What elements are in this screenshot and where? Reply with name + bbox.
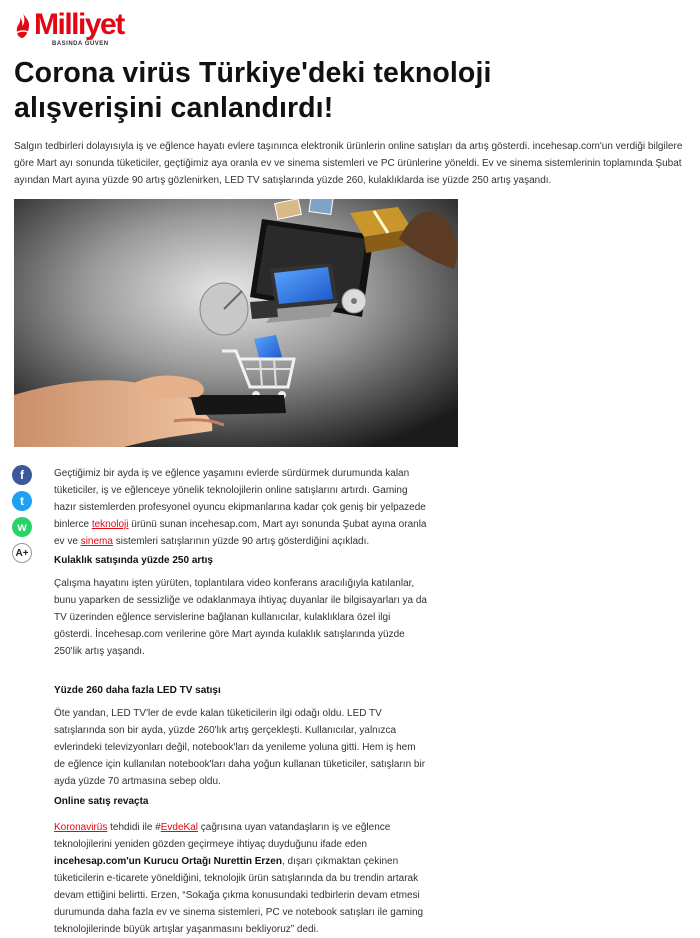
link-evdekal[interactable]: EvdeKal: [160, 822, 198, 833]
quoted-person: incehesap.com'un Kurucu Ortağı Nurettin Erzen: [54, 856, 282, 867]
section-heading: Online satış revaçta: [54, 796, 149, 807]
twitter-share-icon[interactable]: t: [12, 491, 32, 511]
whatsapp-share-icon[interactable]: w: [12, 517, 32, 537]
section-heading: Kulaklık satışında yüzde 250 artış: [54, 555, 213, 566]
text: , dışarı çıkmaktan çekinen tüketicilerin e-ticarete yöneldiğini, teknolojik ürün satışlarında da bu trendin artarak devam ettiğini belirtti. Erzen, “Sokağa çıkma konusundaki tedbirlerin devam etmesi durumunda daha fazla ev ve sinema sistemleri, PC ve notebook satışları ile gaming teknolojilerinde büyük artışlar yaşanmasını bekliyoruz” dedi.: [54, 856, 424, 935]
article-body: [54, 465, 428, 938]
flame-icon: [14, 12, 32, 40]
section-heading: Yüzde 260 daha fazla LED TV satışı: [54, 685, 221, 696]
text: çağrısına uyan vatandaşların iş ve eğlence teknolojilerini yeniden gözden geçirmeye ihtiyaç duyduğunu ifade eden: [54, 822, 391, 850]
text: Geçtiğimiz bir ayda iş ve eğlence yaşamını evlerde sürdürmek durumunda kalan tüketiciler, iş ve eğlenceye yönelik teknolojilerin online satışlarını artırdı. Gaming hazır sistemlerden profesyonel oyuncu ekipmanlarına kadar çok geniş bir yelpazede binlerce: [54, 468, 426, 530]
facebook-share-icon[interactable]: f: [12, 465, 32, 485]
paragraph: Çalışma hayatını işten yürüten, toplantılara video konferans aracılığıyla katılanlar, bunu yaparken de sessizliğe ve odaklanmaya ihtiyaç duyanlar ile bilgisayarları ya da TV üzerinden eğlence servislerine bağlanan kullanıcılar, kulaklıklara özel ilgi gösterdi. İncehesap.com verilerine göre Mart ayında kulaklık satışlarında yüzde 250'lik artış yaşandı.: [54, 578, 427, 657]
paragraph: [54, 819, 428, 938]
milliyet-logo[interactable]: [14, 9, 164, 49]
link-koronavirus[interactable]: Koronavirüs: [54, 822, 108, 833]
logo-wordmark: Milliyet: [34, 8, 124, 41]
text: sistemleri satışlarının yüzde 90 artış gösterdiğini açıkladı.: [112, 536, 370, 547]
article-title: Corona virüs Türkiye'deki teknoloji alışverişini canlandırdı!: [14, 57, 492, 124]
paragraph: [54, 465, 428, 550]
logo-tagline: BASINDA GÜVEN: [52, 41, 109, 47]
article-summary: Salgın tedbirleri dolayısıyla iş ve eğlence hayatı evlere taşınınca elektronik ürünlerin online satışları da artış gösterdi. incehesap.com'un verdiği bilgilere göre Mart ayı sonunda tüketiciler, geçtiğimiz aya oranla ev ve sinema sistemleri ve PC ürünlerine yöneldi. Ev ve sinema sistemlerinin toplamında Şubat ayından Mart ayına yüzde 90 artış gözlenirken, LED TV satışlarında yüzde 260, kulaklıklarda ise yüzde 250 artış yaşandı.: [14, 141, 683, 186]
paragraph: Öte yandan, LED TV'ler de evde kalan tüketicilerin ilgi odağı oldu. LED TV satışlarında son bir ayda, yüzde 260'lık artış gerçekleşti. Kullanıcılar, yalnızca evlerindeki televizyonları değil, notebook'ları da yenileme yoluna gitti. Hem iş hem de eğlence için kullanılan notebook'ları daha yoğun kullanan tüketiciler, satışların bir ayda yüzde 70 artmasına sebep oldu.: [54, 708, 426, 787]
link-teknoloji[interactable]: teknoloji: [91, 519, 129, 530]
font-size-icon[interactable]: A+: [12, 543, 32, 563]
link-sinema[interactable]: sinema: [80, 536, 113, 547]
text: tehdidi ile #: [107, 822, 161, 833]
text: ürünü sunan incehesap.com, Mart ayı sonunda Şubat ayına oranla ev ve: [54, 519, 427, 547]
hero-image: [14, 199, 458, 447]
